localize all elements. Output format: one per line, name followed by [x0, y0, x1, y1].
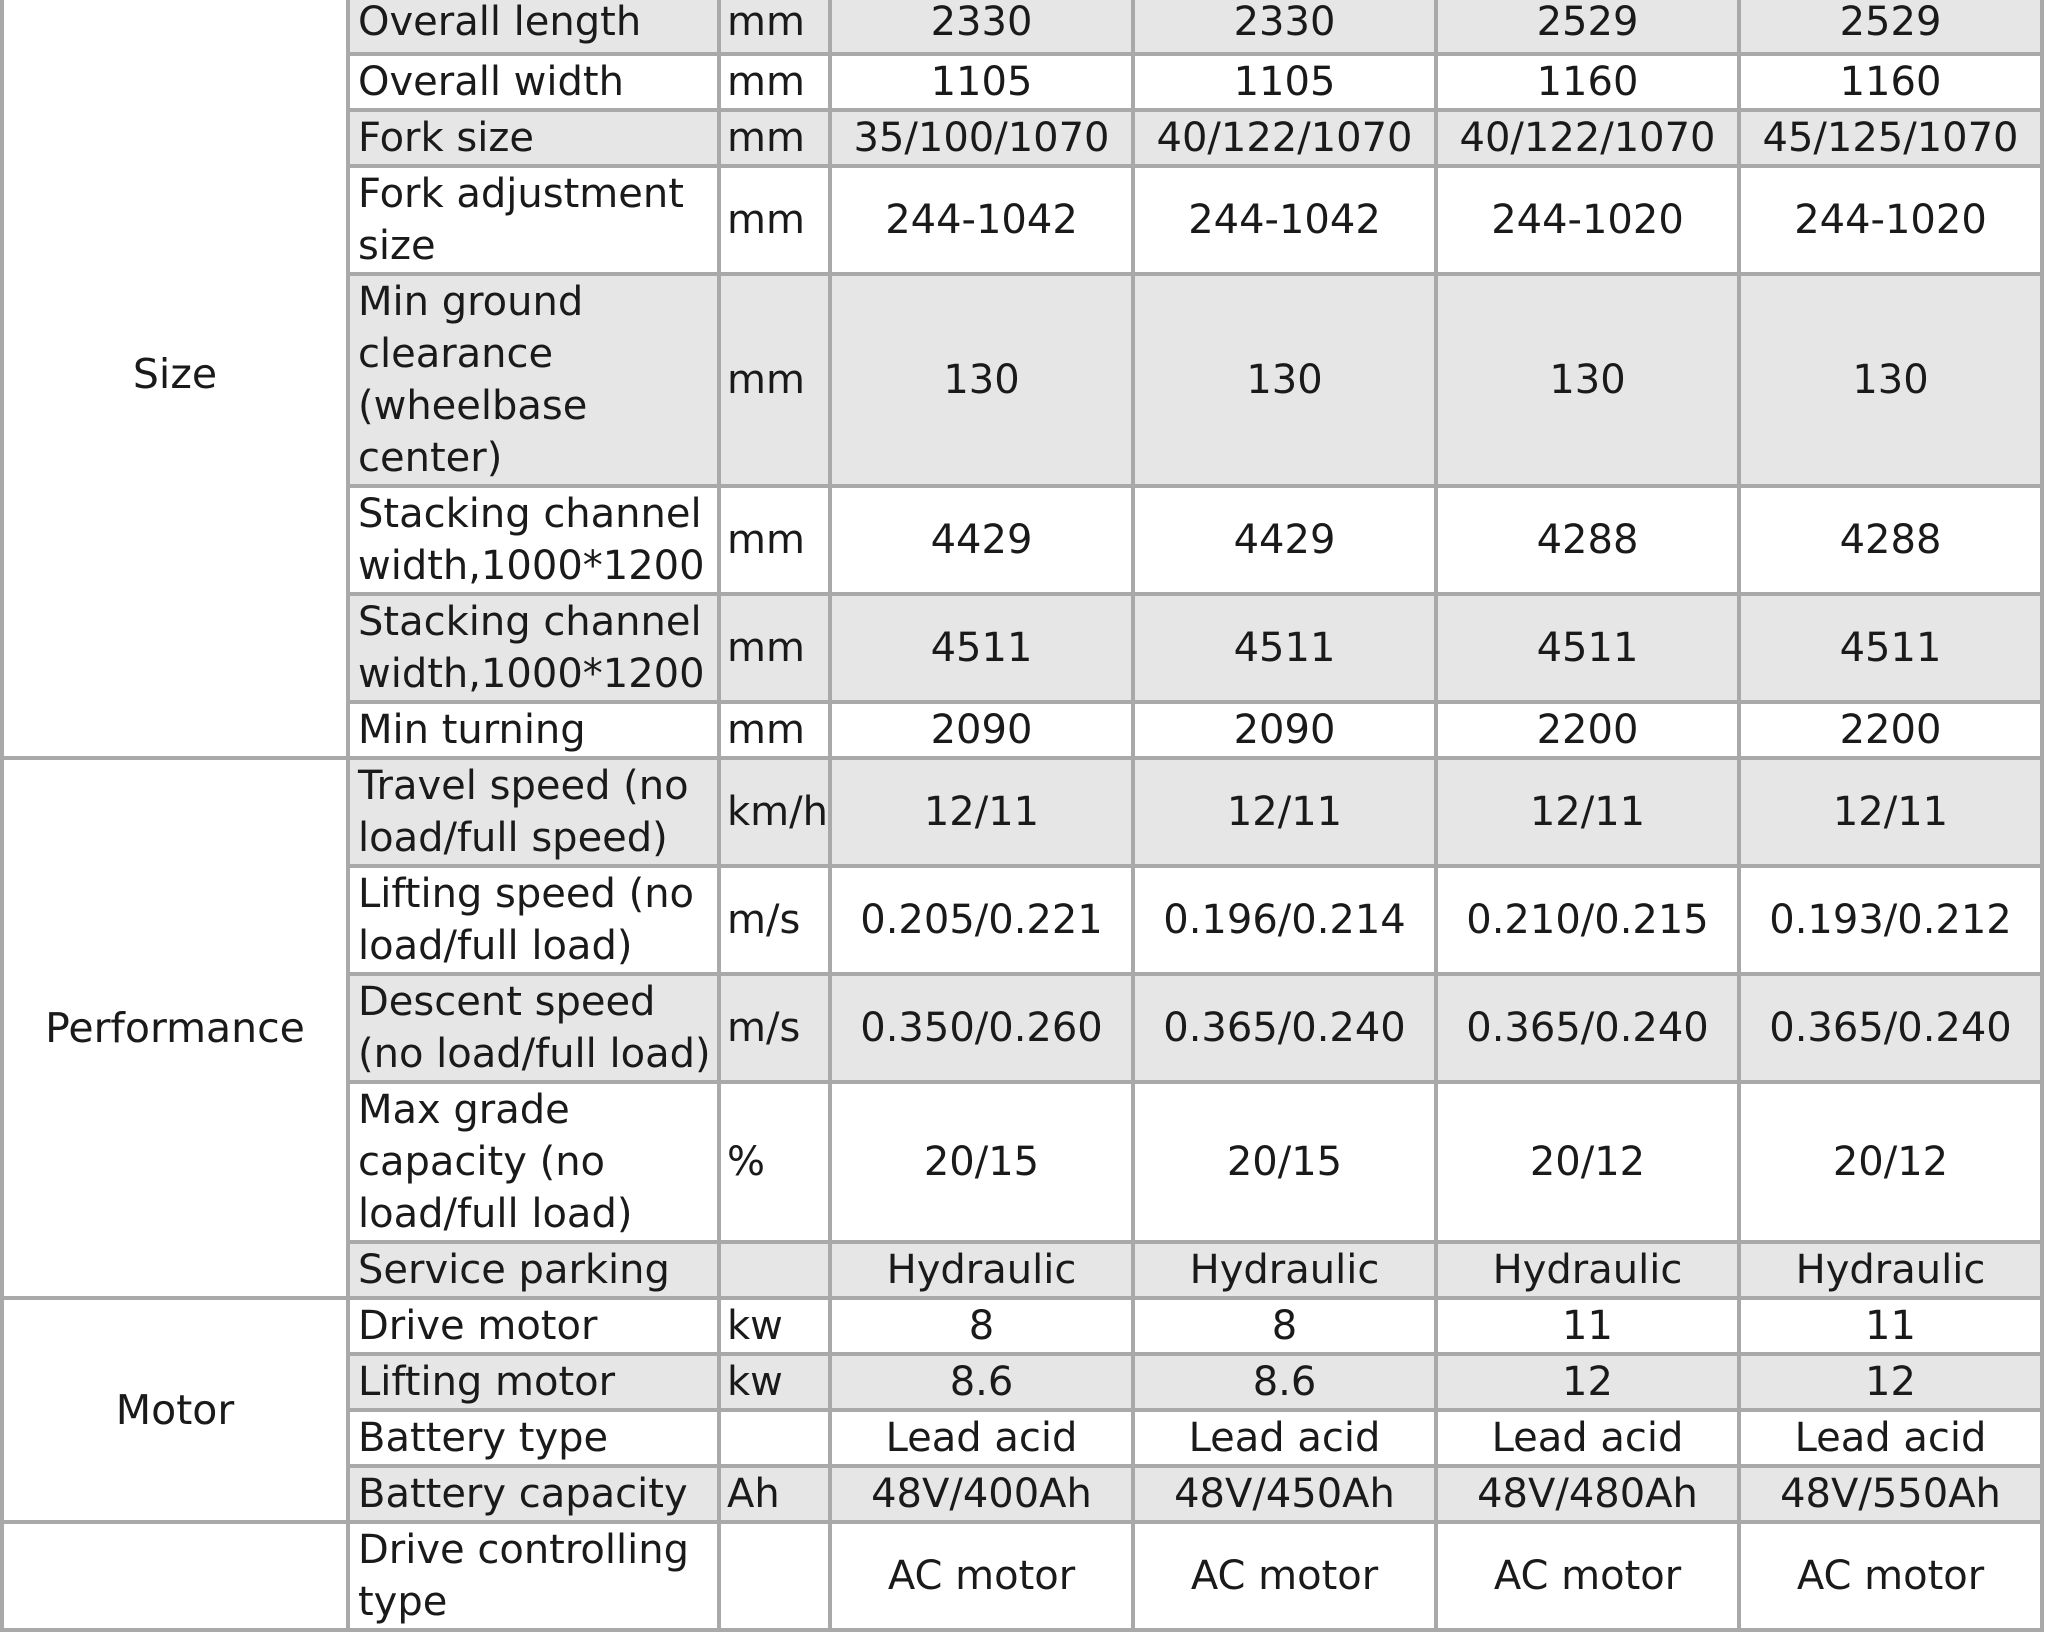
row-unit: kw: [719, 1298, 830, 1354]
value-cell: Lead acid: [830, 1410, 1133, 1466]
value-cell: 11: [1436, 1298, 1739, 1354]
row-label: Drive motor: [348, 1298, 719, 1354]
row-unit: mm: [719, 486, 830, 594]
value-cell: Lead acid: [1436, 1410, 1739, 1466]
value-cell: 20/12: [1739, 1082, 2042, 1242]
value-cell: 4288: [1739, 486, 2042, 594]
row-unit: %: [719, 1082, 830, 1242]
row-unit: mm: [719, 54, 830, 110]
table-row: [2, 1298, 2042, 1354]
value-cell: 40/122/1070: [1436, 110, 1739, 166]
row-label: Min turning: [348, 702, 719, 758]
value-cell: 12: [1436, 1354, 1739, 1410]
value-cell: 0.205/0.221: [830, 866, 1133, 974]
value-cell: AC motor: [830, 1522, 1133, 1630]
value-cell: 4511: [1739, 594, 2042, 702]
value-cell: 12/11: [1739, 758, 2042, 866]
value-cell: 48V/400Ah: [830, 1466, 1133, 1522]
value-cell: Lead acid: [1739, 1410, 2042, 1466]
value-cell: 1105: [830, 54, 1133, 110]
row-label: Stacking channel width,1000*1200: [348, 486, 719, 594]
value-cell: 1160: [1739, 54, 2042, 110]
value-cell: 4429: [830, 486, 1133, 594]
row-unit: m/s: [719, 974, 830, 1082]
value-cell: 244-1042: [830, 166, 1133, 274]
value-cell: 4288: [1436, 486, 1739, 594]
value-cell: 8.6: [830, 1354, 1133, 1410]
value-cell: 130: [830, 274, 1133, 486]
value-cell: 2090: [830, 702, 1133, 758]
value-cell: 12/11: [1133, 758, 1436, 866]
value-cell: 35/100/1070: [830, 110, 1133, 166]
row-label: Battery type: [348, 1410, 719, 1466]
value-cell: 0.193/0.212: [1739, 866, 2042, 974]
value-cell: 0.350/0.260: [830, 974, 1133, 1082]
value-cell: Hydraulic: [1739, 1242, 2042, 1298]
value-cell: 244-1020: [1739, 166, 2042, 274]
value-cell: 12: [1739, 1354, 2042, 1410]
row-label: Overall width: [348, 54, 719, 110]
row-unit: mm: [719, 110, 830, 166]
row-label: Fork size: [348, 110, 719, 166]
row-unit: kw: [719, 1354, 830, 1410]
row-label: Stacking channel width,1000*1200: [348, 594, 719, 702]
table-row: [2, 758, 2042, 866]
row-label: Travel speed (no load/full speed): [348, 758, 719, 866]
value-cell: Hydraulic: [1133, 1242, 1436, 1298]
value-cell: 1105: [1133, 54, 1436, 110]
value-cell: 0.196/0.214: [1133, 866, 1436, 974]
value-cell: 8: [830, 1298, 1133, 1354]
value-cell: 0.365/0.240: [1739, 974, 2042, 1082]
value-cell: Hydraulic: [830, 1242, 1133, 1298]
value-cell: Hydraulic: [1436, 1242, 1739, 1298]
row-unit: [719, 1242, 830, 1298]
row-label: Min ground clearance (wheelbase center): [348, 274, 719, 486]
value-cell: 48V/450Ah: [1133, 1466, 1436, 1522]
value-cell: 20/15: [830, 1082, 1133, 1242]
value-cell: 130: [1133, 274, 1436, 486]
value-cell: 4511: [830, 594, 1133, 702]
row-label: Battery capacity: [348, 1466, 719, 1522]
row-unit: mm: [719, 702, 830, 758]
row-unit: mm: [719, 274, 830, 486]
row-unit: km/h: [719, 758, 830, 866]
row-unit: [719, 1522, 830, 1630]
row-unit: mm: [719, 0, 830, 54]
value-cell: 8: [1133, 1298, 1436, 1354]
value-cell: 48V/550Ah: [1739, 1466, 2042, 1522]
group-label-performance: Performance: [2, 758, 348, 1298]
row-label: Lifting speed (no load/full load): [348, 866, 719, 974]
row-unit: m/s: [719, 866, 830, 974]
value-cell: 2529: [1739, 0, 2042, 54]
row-label: Fork adjustment size: [348, 166, 719, 274]
row-label: Descent speed (no load/full load): [348, 974, 719, 1082]
value-cell: 4511: [1133, 594, 1436, 702]
value-cell: 40/122/1070: [1133, 110, 1436, 166]
value-cell: 130: [1739, 274, 2042, 486]
value-cell: 12/11: [1436, 758, 1739, 866]
value-cell: 2330: [1133, 0, 1436, 54]
row-unit: [719, 1410, 830, 1466]
row-label: Max grade capacity (no load/full load): [348, 1082, 719, 1242]
table-row: [2, 1522, 2042, 1630]
row-unit: mm: [719, 594, 830, 702]
value-cell: 2200: [1739, 702, 2042, 758]
row-label: Overall length: [348, 0, 719, 54]
value-cell: Lead acid: [1133, 1410, 1436, 1466]
value-cell: 48V/480Ah: [1436, 1466, 1739, 1522]
value-cell: 45/125/1070: [1739, 110, 2042, 166]
value-cell: 1160: [1436, 54, 1739, 110]
value-cell: 8.6: [1133, 1354, 1436, 1410]
row-unit: mm: [719, 166, 830, 274]
value-cell: 2529: [1436, 0, 1739, 54]
value-cell: 4429: [1133, 486, 1436, 594]
value-cell: 20/12: [1436, 1082, 1739, 1242]
value-cell: 0.210/0.215: [1436, 866, 1739, 974]
group-label-size: Size: [2, 0, 348, 758]
value-cell: AC motor: [1739, 1522, 2042, 1630]
value-cell: 2090: [1133, 702, 1436, 758]
value-cell: 130: [1436, 274, 1739, 486]
value-cell: 2200: [1436, 702, 1739, 758]
row-label: Drive controlling type: [348, 1522, 719, 1630]
value-cell: 244-1042: [1133, 166, 1436, 274]
row-unit: Ah: [719, 1466, 830, 1522]
value-cell: 20/15: [1133, 1082, 1436, 1242]
value-cell: 12/11: [830, 758, 1133, 866]
value-cell: 0.365/0.240: [1436, 974, 1739, 1082]
value-cell: 244-1020: [1436, 166, 1739, 274]
row-label: Service parking: [348, 1242, 719, 1298]
row-label: Lifting motor: [348, 1354, 719, 1410]
value-cell: 11: [1739, 1298, 2042, 1354]
value-cell: 0.365/0.240: [1133, 974, 1436, 1082]
table-row: [2, 0, 2042, 54]
value-cell: AC motor: [1133, 1522, 1436, 1630]
group-label-control: [2, 1522, 348, 1630]
value-cell: AC motor: [1436, 1522, 1739, 1630]
value-cell: 4511: [1436, 594, 1739, 702]
group-label-motor: Motor: [2, 1298, 348, 1522]
value-cell: 2330: [830, 0, 1133, 54]
